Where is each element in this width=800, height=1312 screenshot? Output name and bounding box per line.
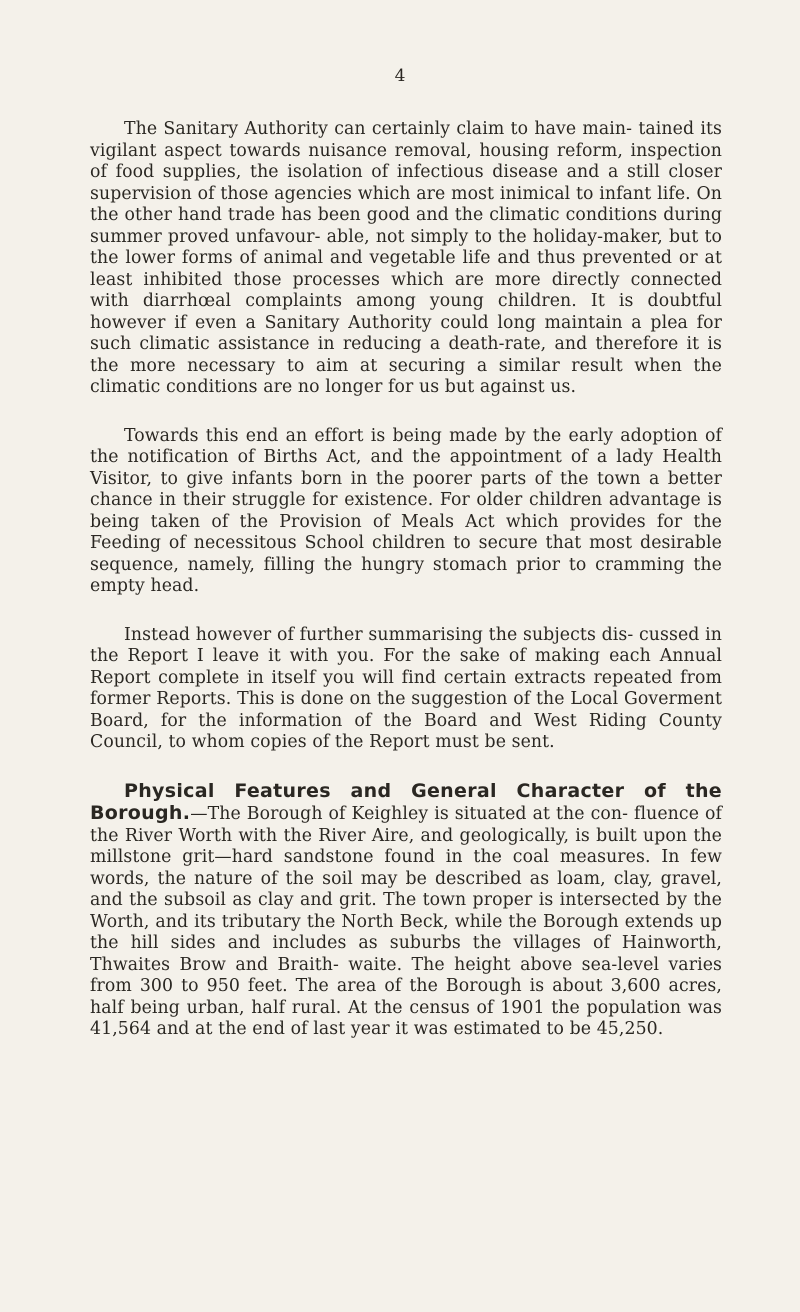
paragraph-gap bbox=[90, 598, 722, 625]
paragraph-summarising: Instead however of further summarising the subjects dis- cussed in the Report I leave it with you. For the sake of making each Annual Report complete in itself you will find certain extracts repeated from former Reports. This is done on the suggestion of the Local Goverment Board, for the information of the Board and West Riding County Council, to whom copies of the Report must be sent. bbox=[90, 624, 722, 752]
section-heading: Physical Features and General Character of the Borough. bbox=[90, 779, 722, 824]
paragraph-gap bbox=[90, 754, 722, 781]
paragraph-early-adoption: Towards this end an effort is being made by the early adoption of the notification of Births Act, and the appointment of a lady Health Visitor, to give infants born in the poorer parts of the town a better chance in their struggle for existence. For older children advantage is being taken of the Provision of Meals Act which provides for the Feeding of necessitous School children to secure that most desirable sequence, namely, filling the hungry stomach prior to cramming the empty head. bbox=[90, 425, 722, 596]
section-physical-features bbox=[90, 781, 722, 1041]
body-text bbox=[90, 119, 722, 1041]
page-number: 4 bbox=[394, 66, 406, 86]
paragraph-gap bbox=[90, 399, 722, 426]
section-text: —The Borough of Keighley is situated at the con- fluence of the River Worth with the River Aire, and geologically, is built upon the millstone grit—hard sandstone found in the coal measures. In few words, the nature of the soil may be described as loam, clay, gravel, and the subsoil as clay and grit. The town proper is intersected by the Worth, and its tributary the North Beck, while the Borough extends up the hill sides and includes as suburbs the villages of Hainworth, Thwaites Brow and Braith- waite. The height above sea-level varies from 300 to 950 feet. The area of the Borough is about 3,600 acres, half being urban, half rural. At the census of 1901 the population was 41,564 and at the end of last year it was estimated to be 45,250. bbox=[90, 804, 722, 1039]
paragraph-sanitary-authority: The Sanitary Authority can certainly claim to have main- tained its vigilant aspect towards nuisance removal, housing reform, inspection of food supplies, the isolation of infectious disease and a still closer supervision of those agencies which are most inimical to infant life. On the other hand trade has been good and the climatic conditions during summer proved unfavour- able, not simply to the holiday-maker, but to the lower forms of animal and vegetable life and thus prevented or at least inhibited those processes which are more directly connected with diarrhœal complaints among young children. It is doubtful however if even a Sanitary Authority could long maintain a plea for such climatic assistance in reducing a death-rate, and therefore it is the more necessary to aim at securing a similar result when the climatic conditions are no longer for us but against us. bbox=[90, 119, 722, 397]
